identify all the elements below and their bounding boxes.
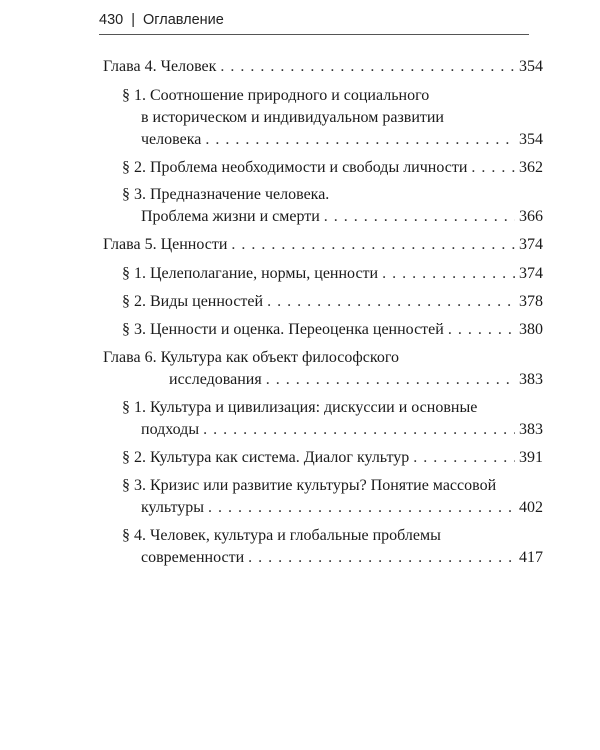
header-title: Оглавление <box>142 12 224 28</box>
toc-page-number: 383 <box>519 371 543 388</box>
toc-page-number: 374 <box>519 265 543 282</box>
dot-leader <box>324 206 515 228</box>
toc-entry-title: исследования <box>169 371 262 388</box>
toc-entry-section[interactable] <box>103 447 543 469</box>
dot-leader <box>267 291 515 313</box>
toc-entry-title: § 3. Предназначение человека. <box>122 186 330 203</box>
header-separator: | <box>131 12 135 28</box>
toc-entry-section[interactable] <box>103 291 543 313</box>
dot-leader <box>203 419 515 441</box>
dot-leader <box>220 56 515 78</box>
toc-page-number: 378 <box>519 293 543 310</box>
page-number: 430 <box>99 12 124 28</box>
toc-entry-section[interactable] <box>103 157 543 179</box>
toc-entry-title: § 1. Целеполагание, нормы, ценности <box>122 265 379 282</box>
dot-leader <box>471 157 515 179</box>
toc-page-number: 417 <box>519 549 543 566</box>
toc-page-number: 391 <box>519 449 543 466</box>
toc-entry-section[interactable] <box>103 263 543 285</box>
toc-entry-title: Глава 4. Человек <box>103 58 217 75</box>
toc-page-number: 366 <box>519 208 543 225</box>
toc-entry-section[interactable] <box>103 525 543 569</box>
toc-entry-title: § 2. Культура как система. Диалог культур <box>122 449 410 466</box>
toc-entry-title: Глава 5. Ценности <box>103 236 228 253</box>
toc-entry-section[interactable] <box>103 475 543 519</box>
toc-entry-title: § 1. Культура и цивилизация: дискуссии и основные <box>122 399 478 416</box>
toc-page-number: 380 <box>519 321 543 338</box>
dot-leader <box>231 234 515 256</box>
running-header <box>99 12 529 28</box>
toc-page-number: 354 <box>519 58 543 75</box>
toc-entry-section[interactable] <box>103 85 543 151</box>
toc-entry-title: § 1. Соотношение природного и социального <box>122 87 430 104</box>
toc-page-number: 383 <box>519 421 543 438</box>
toc-entry-title: в историческом и индивидуальном развитии <box>141 109 444 126</box>
toc-entry-chapter[interactable] <box>103 56 543 78</box>
toc-entry-title: человека <box>141 131 202 148</box>
dot-leader <box>208 497 515 519</box>
dot-leader <box>413 447 515 469</box>
toc-entry-title: § 4. Человек, культура и глобальные проблемы <box>122 527 441 544</box>
toc-entry-chapter[interactable] <box>103 234 543 256</box>
toc-entry-title: § 3. Кризис или развитие культуры? Понятие массовой <box>122 477 497 494</box>
toc-entry-title: Глава 6. Культура как объект философского <box>103 349 399 366</box>
dot-leader <box>248 547 515 569</box>
table-of-contents <box>103 50 543 569</box>
toc-entry-title: § 3. Ценности и оценка. Переоценка ценностей <box>122 321 444 338</box>
dot-leader <box>448 319 515 341</box>
dot-leader <box>266 369 515 391</box>
toc-entry-section[interactable] <box>103 184 543 228</box>
toc-entry-section[interactable] <box>103 319 543 341</box>
toc-entry-title: культуры <box>141 499 205 516</box>
toc-entry-title: современности <box>141 549 245 566</box>
toc-page-number: 354 <box>519 131 543 148</box>
toc-entry-chapter[interactable] <box>103 347 543 391</box>
header-rule <box>99 34 529 35</box>
toc-entry-title: Проблема жизни и смерти <box>141 208 320 225</box>
toc-page-number: 362 <box>519 159 543 176</box>
dot-leader <box>205 129 515 151</box>
toc-page-number: 402 <box>519 499 543 516</box>
dot-leader <box>382 263 515 285</box>
toc-entry-title: § 2. Проблема необходимости и свободы личности <box>122 159 468 176</box>
toc-page-number: 374 <box>519 236 543 253</box>
toc-entry-title: подходы <box>141 421 200 438</box>
toc-entry-section[interactable] <box>103 397 543 441</box>
toc-entry-title: § 2. Виды ценностей <box>122 293 264 310</box>
